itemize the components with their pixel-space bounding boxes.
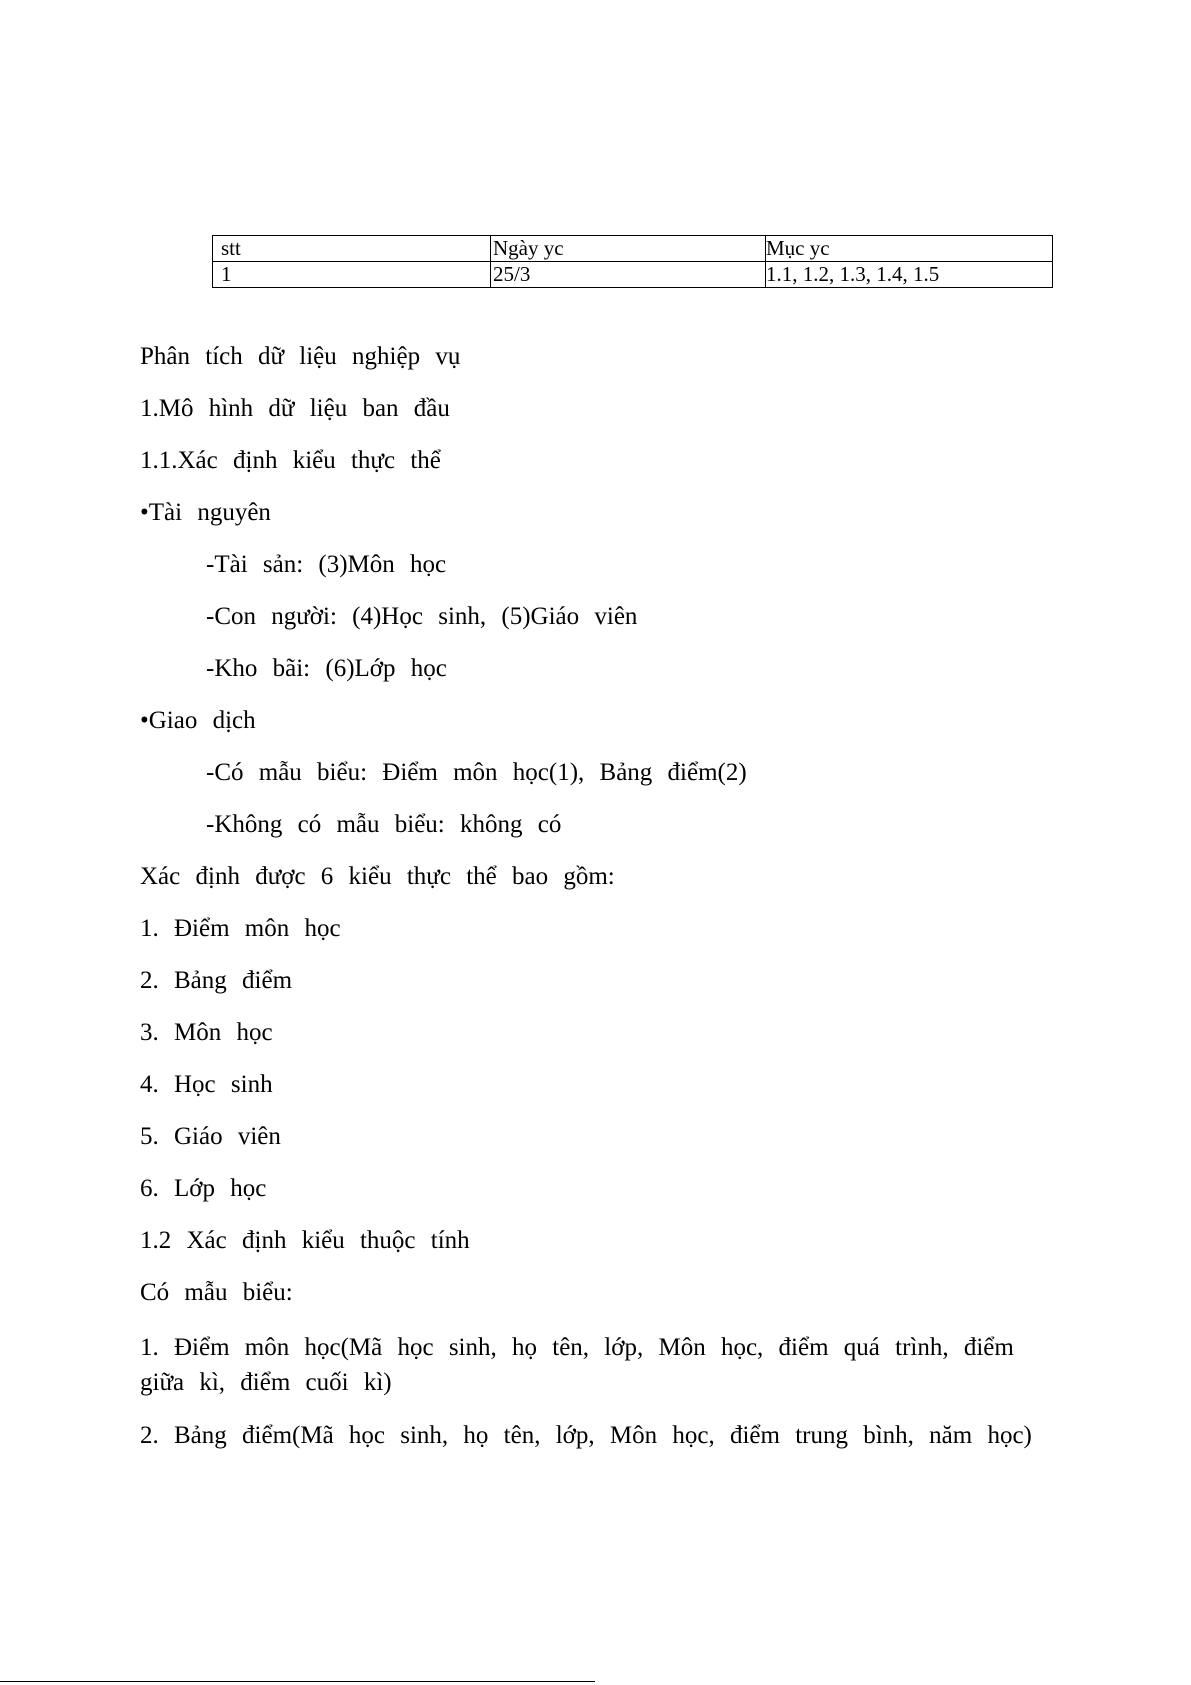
header-request-items: Mục yc (766, 236, 1053, 262)
form-item: 2. Bảng điểm(Mã học sinh, họ tên, lớp, Môn học, điểm trung bình, năm học) (140, 1422, 1032, 1449)
cell-request-items: 1.1, 1.2, 1.3, 1.4, 1.5 (766, 262, 1053, 288)
entity-item: 5. Giáo viên (140, 1123, 281, 1150)
resource-item: -Tài sản: (3)Môn học (206, 551, 447, 578)
table-header-row (213, 236, 1053, 262)
footnote-separator (0, 1681, 595, 1682)
forms-title: Có mẫu biểu: (140, 1279, 293, 1306)
header-stt: stt (213, 236, 491, 262)
entity-item: 1. Điểm môn học (140, 915, 341, 942)
transaction-item: -Không có mẫu biểu: không có (206, 811, 562, 838)
page-heading: Phân tích dữ liệu nghiệp vụ (140, 343, 461, 370)
transactions-title: •Giao dịch (140, 707, 256, 734)
document-body (140, 342, 1040, 1471)
cell-stt: 1 (213, 262, 491, 288)
entity-item: 3. Môn học (140, 1019, 273, 1046)
request-table (212, 235, 1053, 288)
resource-item: -Con người: (4)Học sinh, (5)Giáo viên (206, 603, 638, 630)
section-1-1-title: 1.1.Xác định kiểu thực thể (140, 447, 441, 474)
table-row (213, 262, 1053, 288)
entity-item: 6. Lớp học (140, 1175, 267, 1202)
transaction-item: -Có mẫu biểu: Điểm môn học(1), Bảng điểm(2) (206, 759, 747, 786)
resource-item: -Kho bãi: (6)Lớp học (206, 655, 447, 682)
section-1-2-title: 1.2 Xác định kiểu thuộc tính (140, 1227, 470, 1254)
resources-title: •Tài nguyên (140, 499, 271, 526)
entities-intro: Xác định được 6 kiểu thực thể bao gồm: (140, 863, 615, 890)
section-1-title: 1.Mô hình dữ liệu ban đầu (140, 395, 450, 422)
entity-item: 2. Bảng điểm (140, 967, 293, 994)
entity-item: 4. Học sinh (140, 1071, 273, 1098)
header-request-date: Ngày yc (491, 236, 766, 262)
cell-request-date: 25/3 (491, 262, 766, 288)
form-item: 1. Điểm môn học(Mã học sinh, họ tên, lớp, Môn học, điểm quá trình, điểm giữa kì, điểm cuối kì) (140, 1334, 1014, 1396)
